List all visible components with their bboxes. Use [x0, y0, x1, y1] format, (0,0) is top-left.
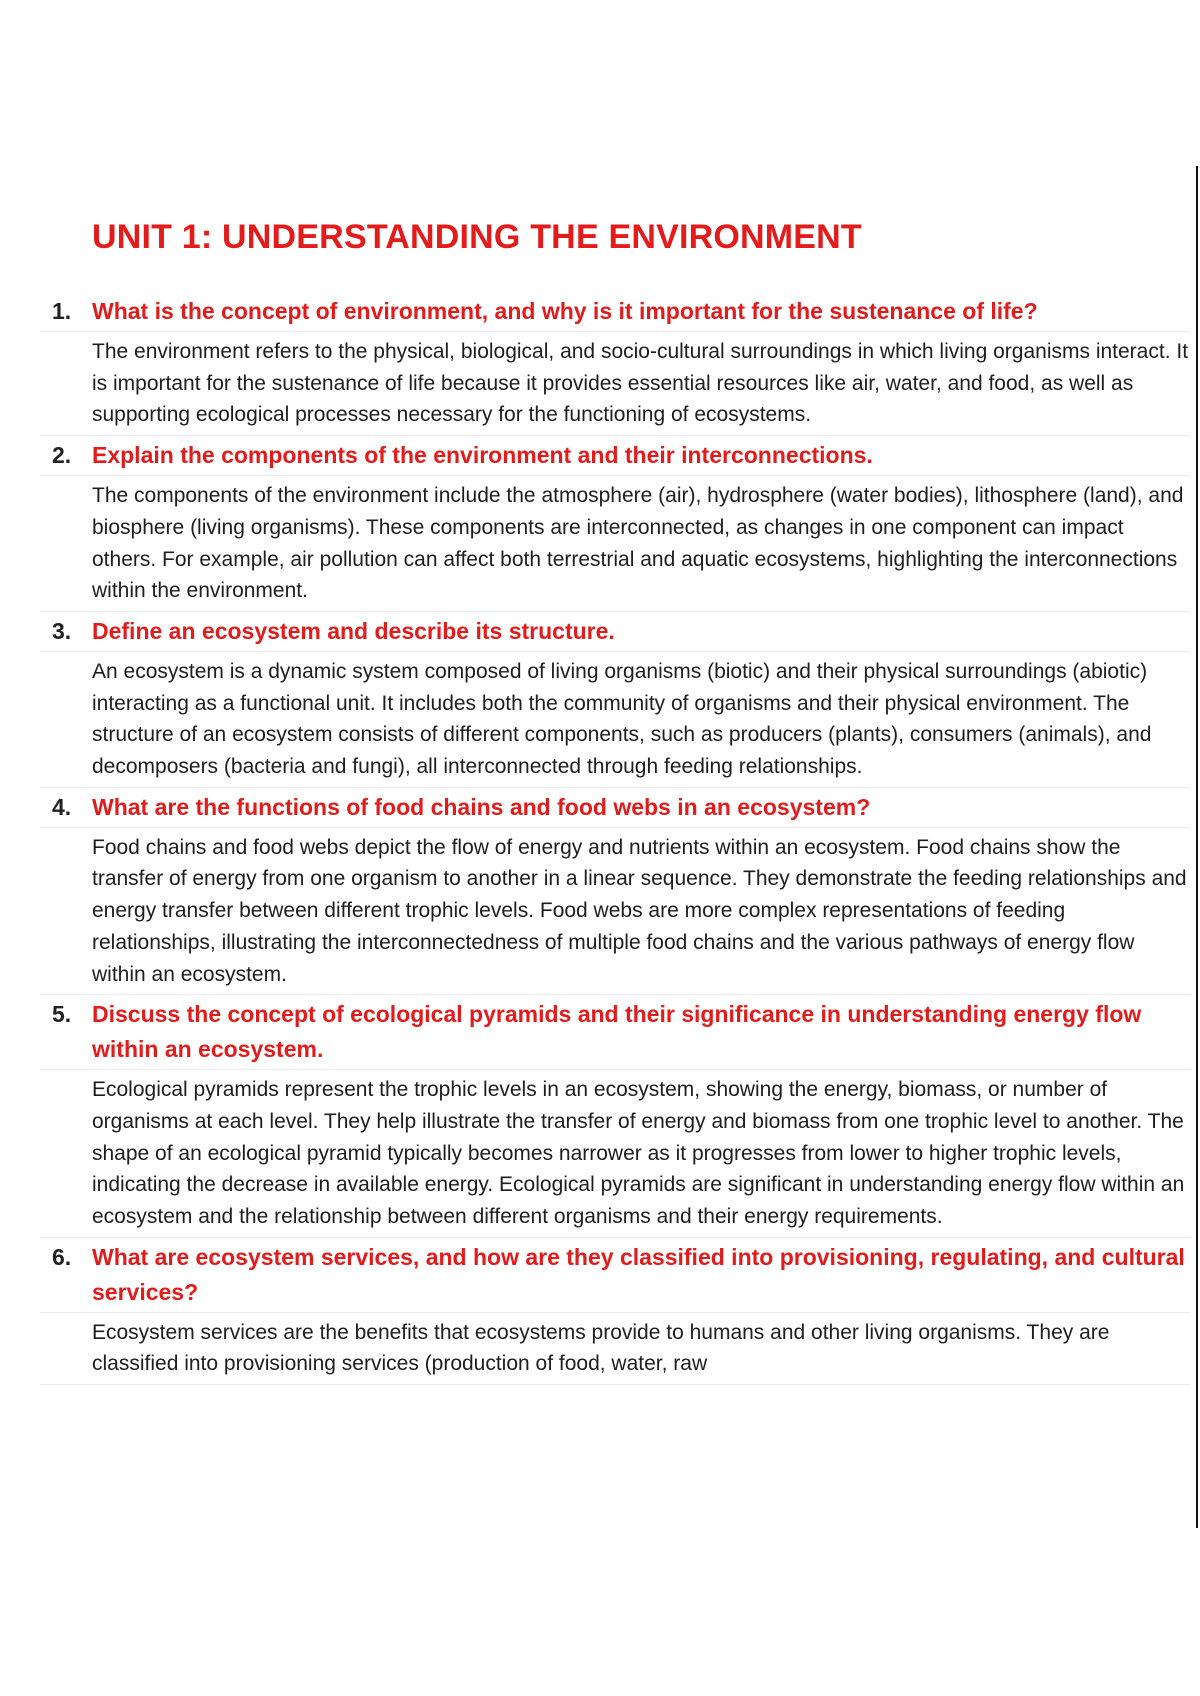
question-text: What is the concept of environment, and why is it important for the sustenance of life? [92, 298, 1038, 324]
question-row [40, 292, 1190, 332]
page-title: UNIT 1: UNDERSTANDING THE ENVIRONMENT [92, 218, 862, 256]
answer-text: Ecological pyramids represent the trophic levels in an ecosystem, showing the energy, biomass, or number of organisms at each level. They help illustrate the transfer of energy and biomass from one trophic level to another. The shape of an ecological pyramid typically becomes narrower as it progresses from lower to higher trophic levels, indicating the decrease in available energy. Ecological pyramids are significant in understanding energy flow within an ecosystem and the relationship between different organisms and their energy requirements. [40, 1070, 1190, 1238]
qa-item-1 [40, 292, 1190, 436]
question-number: 3. [52, 617, 72, 644]
question-row [40, 1238, 1190, 1313]
question-number: 1. [52, 298, 72, 324]
qa-item-2 [40, 436, 1190, 612]
question-row [40, 612, 1190, 652]
qa-item-3 [40, 612, 1190, 788]
answer-text: The environment refers to the physical, biological, and socio-cultural surroundings in which living organisms interact. It is important for the sustenance of life because it provides essential resources like air, water, and food, as well as supporting ecological processes necessary for the functioning of ecosystems. [40, 332, 1190, 436]
answer-text: Food chains and food webs depict the flow of energy and nutrients within an ecosystem. Food chains show the transfer of energy from one organism to another in a linear sequence. They demonstrate the feeding relationships and energy transfer between different trophic levels. Food webs are more complex representations of feeding relationships, illustrating the interconnectedness of multiple food chains and the various pathways of energy flow within an ecosystem. [40, 828, 1190, 996]
question-row [40, 995, 1190, 1070]
page-edge-rule [1196, 166, 1198, 1528]
question-text: What are the functions of food chains and food webs in an ecosystem? [92, 793, 871, 820]
question-text: Explain the components of the environment and their interconnections. [92, 442, 873, 469]
question-text: Discuss the concept of ecological pyramids and their significance in understanding energy flow within an ecosystem. [92, 1001, 1142, 1063]
question-text: What are ecosystem services, and how are they classified into provisioning, regulating, and cultural services? [92, 1243, 1185, 1305]
qa-item-4 [40, 788, 1190, 996]
question-text: Define an ecosystem and describe its structure. [92, 617, 615, 644]
qa-item-5 [40, 995, 1190, 1238]
question-row [40, 788, 1190, 828]
answer-text: An ecosystem is a dynamic system composed of living organisms (biotic) and their physical surroundings (abiotic) interacting as a functional unit. It includes both the community of organisms and their physical environment. The structure of an ecosystem consists of different components, such as producers (plants), consumers (animals), and decomposers (bacteria and fungi), all interconnected through feeding relationships. [40, 652, 1190, 788]
question-row [40, 436, 1190, 476]
question-number: 2. [52, 442, 72, 469]
question-number: 6. [52, 1243, 72, 1270]
answer-text: Ecosystem services are the benefits that ecosystems provide to humans and other living organisms. They are classified into provisioning services (production of food, water, raw [40, 1313, 1190, 1385]
answer-text: The components of the environment include the atmosphere (air), hydrosphere (water bodies), lithosphere (land), and biosphere (living organisms). These components are interconnected, as changes in one component can impact others. For example, air pollution can affect both terrestrial and aquatic ecosystems, highlighting the interconnections within the environment. [40, 476, 1190, 612]
question-number: 4. [52, 793, 72, 820]
question-number: 5. [52, 1001, 72, 1028]
qa-item-6 [40, 1238, 1190, 1385]
question-list [40, 292, 1190, 1385]
